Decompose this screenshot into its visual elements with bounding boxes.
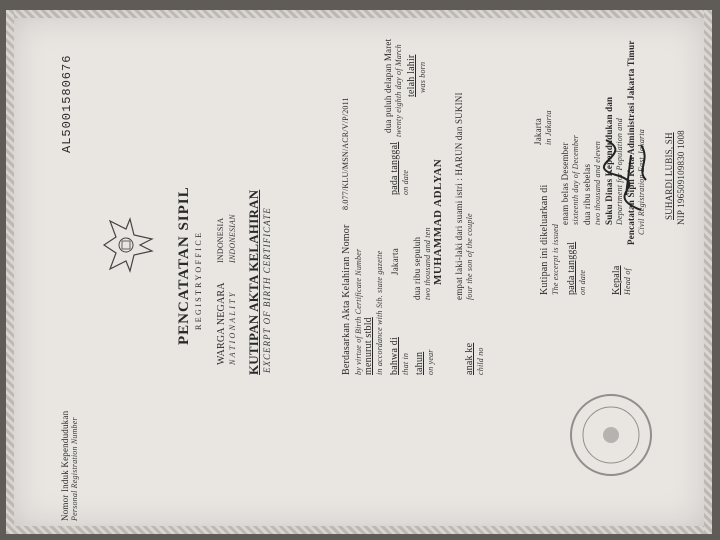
child-order-label-en: child no xyxy=(476,347,485,375)
issued-date: enam belas Desember xyxy=(560,142,570,225)
issued-place-en: in Jakarta xyxy=(544,110,553,145)
issued-year: dua ribu sebelas xyxy=(582,163,592,225)
nationality-value: INDONESIA xyxy=(216,217,225,263)
decorative-border-top xyxy=(6,10,712,18)
personal-reg-label: Nomor Induk Kependudukan xyxy=(60,410,70,521)
issued-label: Kutipan ini dikeluarkan di xyxy=(539,184,550,295)
issued-year-en: two thousand and eleven xyxy=(593,141,602,225)
nationality-label: WARGA NEGARA xyxy=(216,282,227,365)
official-name: SUHARDI LUBIS, SH xyxy=(664,132,674,220)
birth-cert-number-label-en: by virtue of Birth Certificate Number xyxy=(354,248,363,375)
office-name-en: Department for Population and xyxy=(615,118,624,225)
birth-cert-number-value: 8.077/KLU/MSN/ACR/V/P/2011 xyxy=(341,97,350,210)
child-name: MUHAMMAD ADLYAN xyxy=(432,158,444,285)
office-name-2-en: Civil Registration East Jakarta xyxy=(637,129,646,235)
child-order-label: anak ke xyxy=(464,342,475,375)
born-label-en: was born xyxy=(418,61,427,93)
issued-label-en: The excerpt is issued xyxy=(551,223,560,295)
garuda-emblem-icon xyxy=(96,215,158,275)
place-label: bahwa di xyxy=(389,337,400,375)
office-name-2: Pencatatan Sipil Kota Administrasi Jakarta Timur xyxy=(626,40,636,245)
title-pencatatan-sipil: PENCATATAN SIPIL xyxy=(176,186,192,345)
year-label-en: on year xyxy=(426,349,435,375)
issued-place: Jakarta xyxy=(533,118,543,145)
official-stamp-icon xyxy=(566,390,656,480)
nationality-label-en: N A T I O N A L I T Y xyxy=(228,292,237,365)
birth-place: Jakarta xyxy=(390,248,400,275)
issued-date-en: sixteenth day of December xyxy=(571,134,580,225)
birth-year-en: two thousand and ten xyxy=(423,227,432,300)
certificate-content xyxy=(36,38,696,525)
birth-date-en: twenty eighth day of March xyxy=(394,44,403,137)
issued-date-label-en: on date xyxy=(578,269,587,295)
place-label-en: that in xyxy=(401,352,410,375)
subtitle-registry-office: R E G I S T R Y O F F I C E xyxy=(194,232,203,330)
decorative-border-bottom xyxy=(6,526,712,534)
stbld-label: menurut stbld xyxy=(363,317,374,375)
serial-number: AL5001580676 xyxy=(60,54,74,153)
parent-line: empat laki-laki dari suami istri : HARUN dan SUKINI xyxy=(454,92,464,300)
office-name: Suku Dinas Kependudukan dan xyxy=(604,96,614,225)
birth-cert-number-label: Berdasarkan Akta Kelahiran Nomor xyxy=(341,224,352,375)
personal-reg-label-en: Personal Registration Number xyxy=(70,417,79,521)
doc-title: KUTIPAN AKTA KELAHIRAN xyxy=(246,189,261,375)
date-label-en: on date xyxy=(401,169,410,195)
head-label: Kepala xyxy=(611,265,622,295)
certificate-paper xyxy=(6,10,712,534)
date-label: pada tanggal xyxy=(389,141,400,195)
decorative-border-right xyxy=(704,10,712,534)
stbld-label-en: in accordance with Stb. state gazette xyxy=(375,250,384,375)
head-label-en: Head of xyxy=(623,268,632,295)
signature-icon xyxy=(596,135,656,215)
nationality-value-en: INDONESIAN xyxy=(228,214,237,263)
year-label: tahun xyxy=(414,351,425,375)
issued-date-label: pada tanggal xyxy=(566,241,577,295)
birth-date: dua puluh delapan Maret xyxy=(383,38,393,133)
decorative-border-left xyxy=(6,10,14,534)
parent-line-en: four the son of the couple xyxy=(465,213,474,300)
birth-year: dua ribu sepuluh xyxy=(412,236,422,300)
official-nip: NIP 196509109830 1008 xyxy=(676,130,686,225)
doc-title-en: EXCERPT OF BIRTH CERTIFICATE xyxy=(262,207,272,373)
born-label: telah lahir xyxy=(406,54,417,97)
